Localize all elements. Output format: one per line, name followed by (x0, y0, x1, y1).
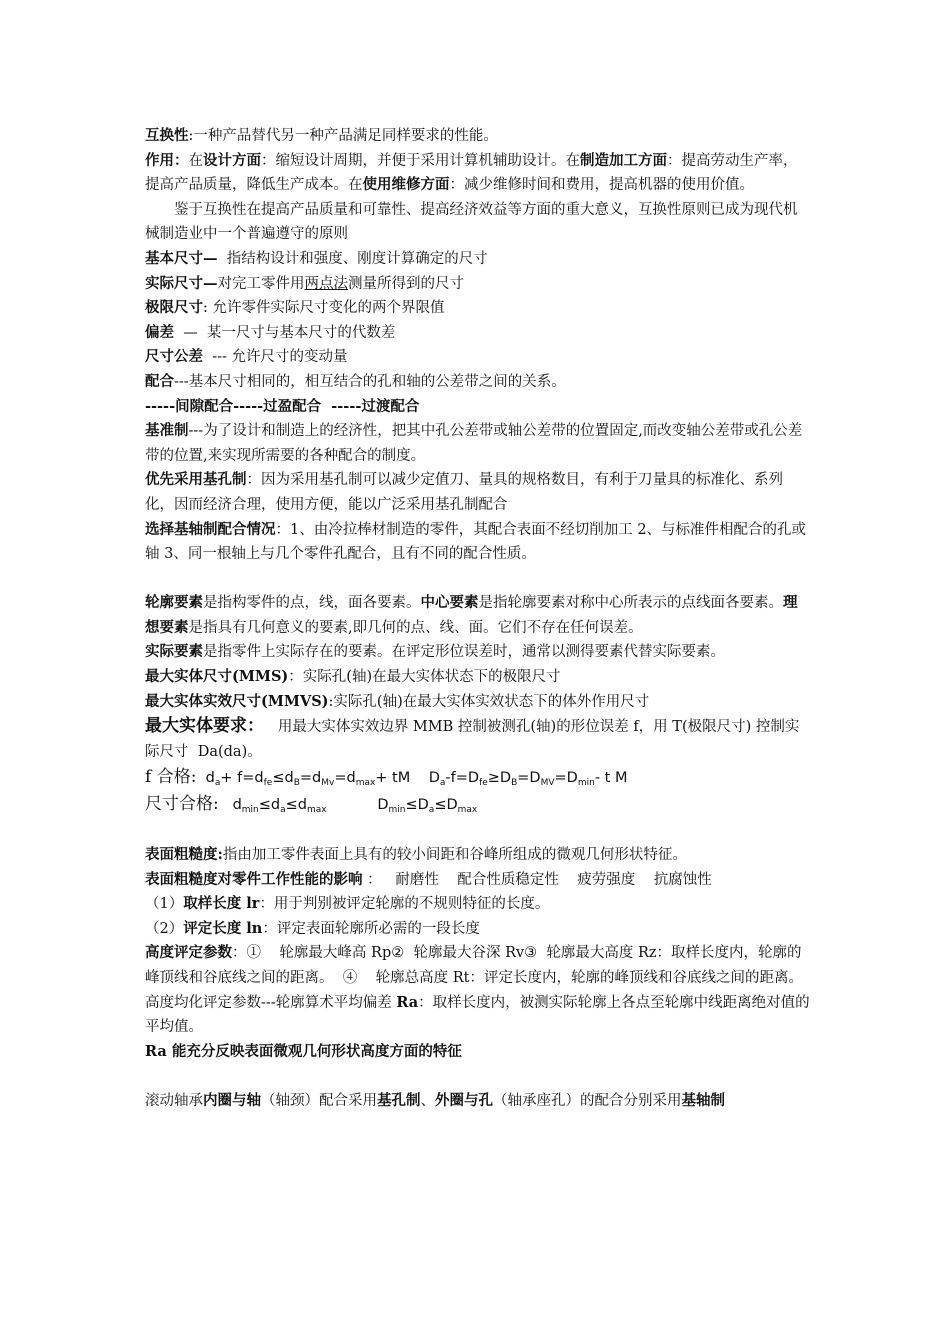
sym: -f=D (445, 770, 480, 787)
text: ：缩短设计周期，并便于采用计算机辅助设计。在 (261, 152, 580, 169)
subscript: B (511, 778, 518, 789)
term: 尺寸公差 (145, 348, 203, 366)
sym: ≤d (285, 797, 307, 814)
text: ：① 轮廓最大峰高 Rp② 轮廓最大谷深 Rv③ 轮廓最大高度 Rz：取样长度内，轮廓的峰顶线和谷底线之间的距离。 ④ 轮廓总高度 Rt：评定长度内，轮廓的峰顶线和谷底线之间的距离。 (145, 945, 804, 986)
paragraph-roughness-effect (145, 868, 810, 893)
term: 设计方面 (203, 151, 261, 169)
text: :一种产品替代另一种产品满足同样要求的性能。 (188, 128, 498, 144)
term: 配合 (145, 372, 174, 390)
formula-label: f 合格: (145, 767, 197, 788)
blank-line (145, 818, 810, 843)
formula-f-qualified (145, 764, 810, 791)
sym: d (232, 797, 242, 814)
paragraph-height-params (145, 941, 810, 990)
term: 外圈与孔 (435, 1091, 493, 1109)
text: 指结构设计和强度、刚度计算确定的尺寸 (217, 250, 488, 267)
formula-label: 尺寸合格: (145, 794, 219, 815)
text: 、 (420, 1092, 435, 1109)
text: （轴颈）配合采用 (261, 1092, 377, 1109)
paragraph-function (145, 149, 810, 198)
term: 轮廓要素 (145, 594, 203, 612)
term: 表面粗糙度对零件工作性能的影响 (145, 870, 363, 888)
paragraph-mms (145, 665, 810, 690)
paragraph-mmvs (145, 690, 810, 715)
sym: d (205, 770, 215, 787)
underlined-text: 两点法 (304, 275, 348, 292)
paragraph-actual-element (145, 640, 810, 665)
sym: =D (517, 770, 541, 787)
subscript: fe (263, 778, 273, 789)
sym: + tM (375, 770, 411, 787)
subscript: max (355, 778, 376, 789)
subscript: min (577, 778, 595, 789)
text: ：1、由冷拉棒材制造的零件，其配合表面不经切削加工 2、与标准件相配合的孔或轴 3、同一根轴上与几个零件孔配合，且有不同的配合性质。 (145, 521, 807, 563)
term: 制造加工方面 (580, 151, 667, 169)
term: 基本尺寸— (145, 249, 218, 267)
paragraph-tolerance (145, 345, 810, 370)
paragraph-roughness (145, 843, 810, 868)
subscript: MV (540, 778, 555, 789)
text: 在 (188, 152, 203, 169)
formula-shaft (232, 797, 327, 816)
subscript: B (293, 778, 300, 789)
sym: =d (299, 770, 322, 787)
text: 是指轮廓要素对称中心所表示的点线面各要素。 (478, 595, 783, 612)
formula-hole (428, 770, 628, 789)
term: 作用： (145, 151, 189, 169)
text: ：用于判别被评定轮廓的不规则特征的长度。 (259, 896, 550, 913)
sym: D (377, 797, 389, 814)
sym: ≥D (487, 770, 512, 787)
term: 理想要素 (145, 594, 798, 636)
sym: + f=d (220, 770, 264, 787)
text: 对完工零件用 (217, 275, 305, 292)
text: ：因为采用基孔制可以减少定值刀、量具的规格数目，有利于刀量具的标准化、系列化，因而经济合理，使用方便，能以广泛采用基孔制配合 (145, 472, 783, 513)
subscript: a (428, 805, 435, 816)
paragraph-limit-size (145, 296, 810, 321)
term: 取样长度 lr (183, 895, 260, 913)
sym: =d (334, 770, 356, 787)
paragraph-bearing (145, 1089, 810, 1114)
paragraph-actual-size (145, 272, 810, 297)
sym: ≤D (405, 797, 429, 814)
term: 中心要素 (420, 594, 479, 612)
sym: =D (554, 770, 578, 787)
paragraph-mmr (145, 714, 810, 764)
document-body (145, 124, 810, 1114)
subscript: min (241, 805, 259, 816)
sym: ≤D (434, 797, 458, 814)
paragraph-interchangeability (145, 124, 810, 149)
sym: ≤d (258, 797, 281, 814)
formula-shaft (205, 770, 411, 789)
term: 最大实体尺寸(MMS) (145, 668, 289, 686)
text: ： 耐磨性 配合性质稳定性 疲劳强度 抗腐蚀性 (362, 871, 712, 888)
subscript: max (457, 805, 478, 816)
term: 基准制 (145, 422, 189, 440)
paragraph-fit-types: -----间隙配合-----过盈配合 -----过渡配合 (145, 397, 420, 415)
term: 评定长度 ln (183, 919, 263, 937)
text: 是指具有几何意义的要素,即几何的点、线、面。它们不存在任何误差。 (188, 619, 643, 636)
sym: ≤d (272, 770, 294, 787)
paragraph-base-system (145, 419, 810, 468)
text: ---基本尺寸相同的，相互结合的孔和轴的公差带之间的关系。 (174, 373, 566, 390)
sym: D (428, 770, 440, 787)
text: ：实际孔(轴)在最大实体状态下的极限尺寸 (288, 669, 561, 686)
term: 内圈与轴 (203, 1091, 261, 1109)
term: 最大实体实效尺寸(MMVS) (145, 692, 329, 710)
text: 高度均化评定参数---轮廓算术平均偏差 (145, 994, 397, 1011)
text: ---为了设计和制造上的经济性，把其中孔公差带或轴公差带的位置固定,而改变轴公差带或孔公差带的位置,来实现所需要的各种配合的制度。 (145, 423, 803, 464)
term: 最大实体要求： (145, 716, 264, 737)
term: 高度评定参数 (145, 944, 232, 962)
term: 基孔制 (377, 1091, 421, 1109)
term: 优先采用基孔制 (145, 471, 247, 489)
text: 指由加工零件表面上具有的较小间距和谷峰所组成的微观几何形状特征。 (222, 847, 687, 864)
subscript: min (388, 805, 406, 816)
text: :实际孔(轴)在最大实体实效状态下的体外作用尺寸 (328, 693, 650, 710)
formula-hole (377, 797, 478, 816)
term: 表面粗糙度: (145, 846, 223, 864)
text: 测量所得到的尺寸 (348, 275, 464, 292)
sym: - t M (594, 770, 628, 787)
paragraph-elements (145, 591, 810, 640)
subscript: max (307, 805, 327, 816)
term: 使用维修方面 (362, 176, 450, 194)
term: Ra (396, 993, 419, 1011)
text: 滚动轴承 (145, 1092, 203, 1109)
paragraph-deviation (145, 321, 810, 346)
paragraph-ra-summary: Ra 能充分反映表面微观几何形状高度方面的特征 (145, 1042, 462, 1060)
term: 互换性 (145, 127, 189, 144)
text: （轴承座孔）的配合分别采用 (493, 1092, 682, 1109)
text: ：评定表面轮廓所必需的一段长度 (262, 920, 480, 937)
blank-line (145, 567, 810, 592)
text: （2） (145, 920, 184, 937)
subscript: a (280, 805, 286, 816)
text: 是指构零件的点，线，面各要素。 (203, 595, 421, 612)
text: — 某一尺寸与基本尺寸的代数差 (174, 324, 396, 341)
term: 实际尺寸— (145, 274, 218, 292)
text: ：提高劳动生产率，提高产品质量，降低生产成本。在 (145, 152, 798, 194)
term: 基轴制 (681, 1091, 725, 1109)
paragraph-basic-size (145, 247, 810, 272)
formula-size-qualified (145, 791, 810, 818)
text: ：减少维修时间和费用，提高机器的使用价值。 (449, 177, 754, 194)
term: 实际要素 (145, 643, 203, 661)
paragraph-ra (145, 991, 810, 1040)
paragraph-shaft-basis (145, 518, 810, 567)
term: 极限尺寸 (145, 299, 203, 317)
text: --- 允许尺寸的变动量 (203, 349, 348, 366)
text: ：取样长度内，被测实际轮廓上各点至轮廓中线距离绝对值的平均值。 (145, 994, 810, 1036)
paragraph-sampling-length (145, 892, 810, 917)
subscript: fe (479, 778, 488, 789)
paragraph-fit (145, 370, 810, 395)
term: 选择基轴制配合情况 (145, 520, 276, 538)
paragraph-principle: 鉴于互换性在提高产品质量和可靠性、提高经济效益等方面的重大意义，互换性原则已成为现代机械制造业中一个普遍遵守的原则 (145, 201, 798, 243)
subscript: Mv (321, 778, 335, 789)
subscript: a (214, 778, 221, 789)
text: : 允许零件实际尺寸变化的两个界限值 (203, 300, 445, 317)
text: 是指零件上实际存在的要素。在评定形位误差时，通常以测得要素代替实际要素。 (203, 644, 725, 661)
text: 用最大实体实效边界 MMB 控制被测孔(轴)的形位误差 f，用 T(极限尺寸) 控制实际尺寸 Da(da)。 (145, 719, 800, 760)
blank-line (145, 1064, 810, 1089)
paragraph-evaluation-length (145, 917, 810, 942)
subscript: a (439, 778, 446, 789)
term: 偏差 (145, 323, 174, 341)
text: （1） (145, 896, 184, 913)
paragraph-hole-basis (145, 468, 810, 517)
